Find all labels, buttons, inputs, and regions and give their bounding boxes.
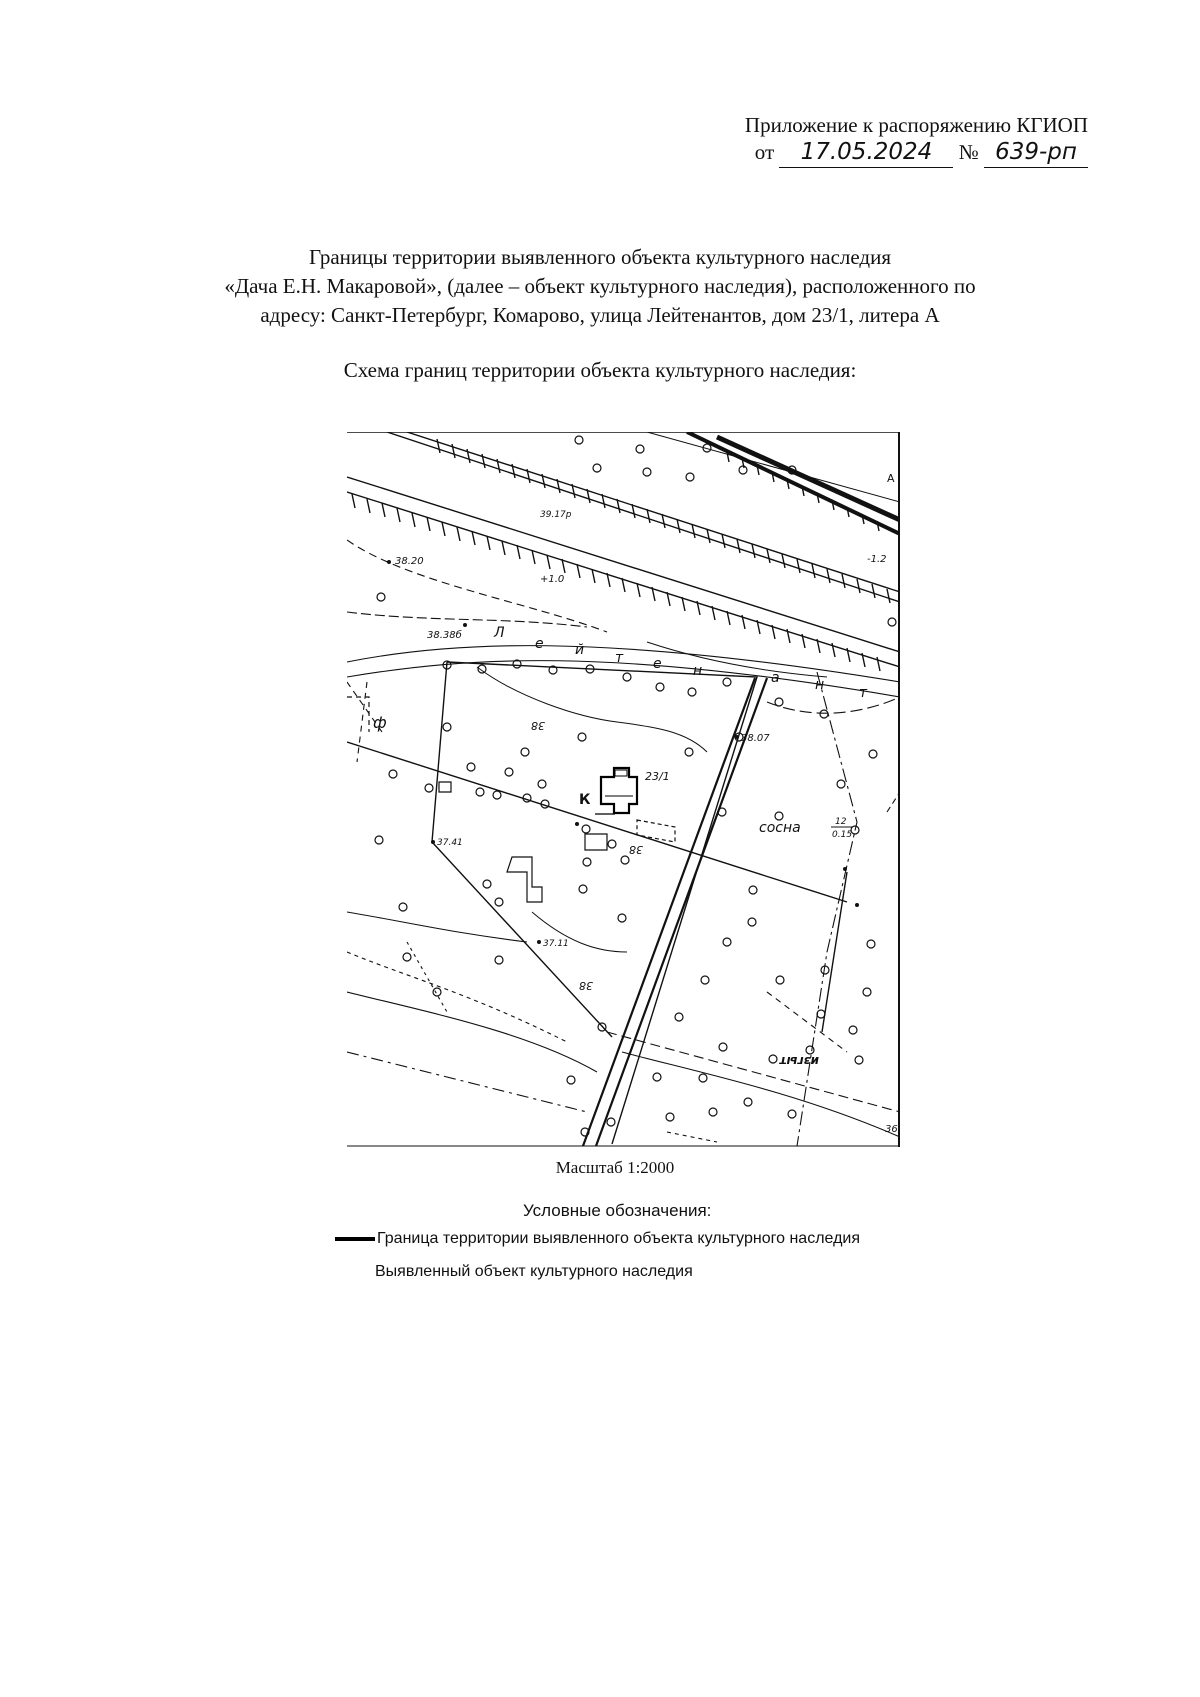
title-line-1: Границы территории выявленного объекта культурного наследия [309, 245, 891, 269]
legend-title: Условные обозначения: [523, 1201, 712, 1220]
label-contour-2: 38 [629, 843, 643, 856]
boundary-road [583, 678, 767, 1146]
label-elev-5: 38.07 [741, 733, 770, 744]
label-pine-frac-bottom: 0.15 [832, 830, 853, 840]
neighbor-boundaries [347, 672, 900, 1146]
appendix-date-number-line [745, 138, 1088, 168]
street-letter-6: н [693, 663, 703, 679]
label-pine-frac-top: 12 [835, 817, 847, 827]
street-letter-8: н [815, 677, 825, 693]
label-edge-36: 36 [885, 1124, 898, 1135]
label-elev-2: 38.20 [395, 556, 424, 567]
map-border [347, 432, 900, 1147]
label-k: К [579, 792, 591, 808]
label-house-number: 23/1 [645, 770, 670, 783]
scale-label: Масштаб 1:2000 [555, 1158, 675, 1177]
contour-lines [477, 642, 827, 952]
label-pine: сосна [759, 820, 801, 836]
street-letter-3: й [575, 642, 585, 658]
number-value: 639-рп [984, 138, 1088, 168]
label-elev-1: 39.17р [540, 510, 572, 520]
map-svg [347, 432, 900, 1147]
label-f: ф [373, 713, 387, 732]
title-line-3: адресу: Санкт-Петербург, Комарово, улица Лейтенантов, дом 23/1, литера А [260, 303, 940, 327]
legend-object-label: Выявленный объект культурного наследия [375, 1263, 693, 1280]
appendix-header [745, 112, 1088, 168]
label-elev-7: 37.11 [543, 939, 569, 949]
street-letter-1: Л [494, 625, 505, 641]
date-prefix: от [754, 140, 775, 165]
outbuildings [347, 697, 675, 902]
tree-symbols [375, 436, 896, 1136]
label-elev-6: 37.41 [437, 838, 463, 848]
legend-item-boundary [335, 1230, 860, 1248]
number-prefix: № [958, 140, 979, 165]
label-contour-3: 38 [579, 979, 593, 992]
scheme-heading: Схема границ территории объекта культурного наследия: [343, 358, 857, 382]
street-letter-9: т [859, 685, 868, 701]
label-a: А [887, 472, 895, 485]
boundary-map [347, 432, 900, 1147]
label-izgyt: изгыт [779, 1054, 819, 1068]
street-letter-2: е [535, 636, 544, 652]
label-contour-1: 38 [531, 719, 545, 732]
label-elev-4: 38.38б [427, 630, 462, 641]
document-title [0, 243, 1200, 330]
legend-boundary-label: Граница территории выявленного объекта культурного наследия [377, 1230, 861, 1247]
legend-item-object [375, 1263, 693, 1281]
title-line-2: «Дача Е.Н. Макаровой», (далее – объект культурного наследия), расположенного по [224, 274, 976, 298]
street-letter-4: т [615, 650, 624, 666]
heritage-house [595, 768, 637, 814]
date-value: 17.05.2024 [779, 138, 953, 168]
appendix-heading: Приложение к распоряжению КГИОП [744, 113, 1088, 137]
legend-boundary-line-icon [335, 1237, 375, 1241]
street-letter-5: е [653, 656, 662, 672]
elevation-points [387, 560, 859, 944]
label-elev-8: -1.2 [867, 554, 887, 565]
label-elev-3: +1.0 [540, 574, 565, 585]
street-letter-7: а [771, 670, 780, 686]
